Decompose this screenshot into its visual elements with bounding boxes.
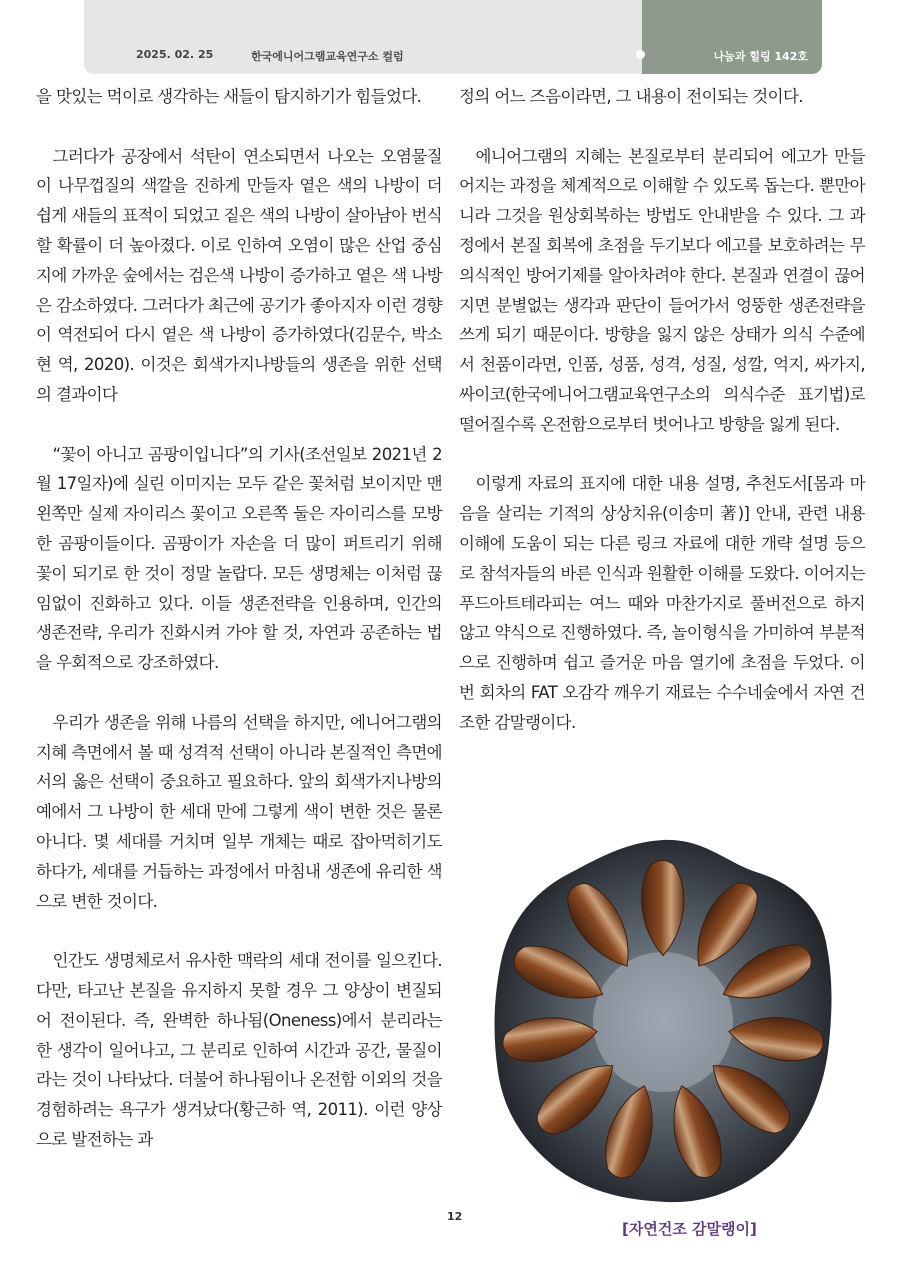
- dried-persimmon-photo: [488, 832, 838, 1207]
- right-paragraph-2: 에니어그램의 지혜는 본질로부터 분리되어 에고가 만들어지는 과정을 체계적으로 이해할 수 있도록 돕는다. 뿐만아니라 그것을 원상회복하는 방법도 안내받을 수 있다. 그 과정에서 본질 회복에 초점을 두기보다 에고를 보호하려는 무의식적인 방어기제를 알아차려야 한다. 본질과 연결이 끊어지면 분별없는 생각과 판단이 들어가서 엉뚱한 생존전략을 쓰게 되기 때문이다. 방향을 잃지 않은 상태가 의식 수준에서 천품이라면, 인품, 성품, 성격, 성질, 성깔, 억지, 싸가지, 싸이코(한국에니어그램교육연구소의 의식수준 표기법)로 떨어질수록 온전함으로부터 벗어나고 방향을 잃게 된다.: [459, 146, 865, 434]
- header-issue: 나눔과 힐링 142호: [713, 50, 808, 63]
- right-paragraph-1: 정의 어느 즈음이라면, 그 내용이 전이되는 것이다.: [459, 87, 803, 106]
- left-paragraph-5: 인간도 생명체로서 유사한 맥락의 세대 전이를 일으킨다. 다만, 타고난 본질을 유지하지 못할 경우 그 양상이 변질되어 전이된다. 즉, 완벽한 하나됨(Oneness)에서 분리라는 한 생각이 일어나고, 그 분리로 인하여 시간과 공간, 물질이라는 것이 나타났다. 더불어 하나됨이나 온전함 이외의 것을 경험하려는 욕구가 생겨났다(황근하 역, 2011). 이런 양상으로 발전하는 과: [36, 951, 442, 1149]
- page-header: [84, 0, 822, 74]
- right-paragraph-3: 이렇게 자료의 표지에 대한 내용 설명, 추천도서[몸과 마음을 살리는 기적의 상상치유(이송미 著)] 안내, 관련 내용 이해에 도움이 되는 다른 링크 자료에 대한 개략 설명 등으로 참석자들의 바른 인식과 원활한 이해를 도왔다. 이어지는 푸드아트테라피는 여느 때와 마찬가지로 풀버전으로 하지 않고 약식으로 진행하였다. 즉, 놀이형식을 가미하여 부분적으로 진행하며 쉽고 즐거운 마음 열기에 초점을 두었다. 이번 회차의 FAT 오감각 깨우기 재료는 수수네숲에서 자연 건조한 감말랭이다.: [459, 474, 865, 732]
- figure-caption: [자연건조 감말랭이]: [622, 1220, 757, 1238]
- left-paragraph-3: “꽃이 아니고 곰팡이입니다”의 기사(조선일보 2021년 2월 17일자)에 실린 이미지는 모두 같은 꽃처럼 보이지만 맨 왼쪽만 실제 자이리스 꽃이고 오른쪽 둘은 자이리스를 모방한 곰팡이들이다. 곰팡이가 자손을 더 많이 퍼트리기 위해 꽃이 되기로 한 것이 정말 놀랍다. 모든 생명체는 이처럼 끊임없이 진화하고 있다. 이들 생존전략을 인용하며, 인간의 생존전략, 우리가 진화시켜 가야 할 것, 자연과 공존하는 법을 우회적으로 강조하였다.: [36, 444, 442, 673]
- left-paragraph-2: 그러다가 공장에서 석탄이 연소되면서 나오는 오염물질이 나무껍질의 색깔을 진하게 만들자 옅은 색의 나방이 더 쉽게 새들의 표적이 되었고 짙은 색의 나방이 살아남아 번식할 확률이 더 높아졌다. 이로 인하여 오염이 많은 산업 중심지에 가까운 숲에서는 검은색 나방이 증가하고 옅은 색 나방은 감소하였다. 그러다가 최근에 공기가 좋아지자 이런 경향이 역전되어 다시 옅은 색 나방이 증가하였다(김문수, 박소현 역, 2020). 이것은 회색가지나방들의 생존을 위한 선택의 결과이다: [36, 146, 442, 404]
- header-date: 2025. 02. 25: [136, 48, 214, 61]
- right-column: [459, 82, 865, 738]
- header-issue-panel: [642, 0, 822, 74]
- left-column: [36, 82, 442, 1155]
- page-number: 12: [447, 1210, 463, 1223]
- header-dot-icon: [636, 50, 645, 59]
- left-paragraph-1: 을 맛있는 먹이로 생각하는 새들이 탐지하기가 힘들었다.: [36, 87, 422, 106]
- header-organization: 한국에니어그램교육연구소 컬럼: [251, 50, 404, 63]
- left-paragraph-4: 우리가 생존을 위해 나름의 선택을 하지만, 에니어그램의 지혜 측면에서 볼 때 성격적 선택이 아니라 본질적인 측면에서의 옳은 선택이 중요하고 필요하다. 앞의 회색가지나방의 예에서 그 나방이 한 세대 만에 그렇게 색이 변한 것은 물론 아니다. 몇 세대를 거치며 일부 개체는 때로 잡아먹히기도 하다가, 세대를 거듭하는 과정에서 마침내 생존에 유리한 색으로 변한 것이다.: [36, 712, 442, 911]
